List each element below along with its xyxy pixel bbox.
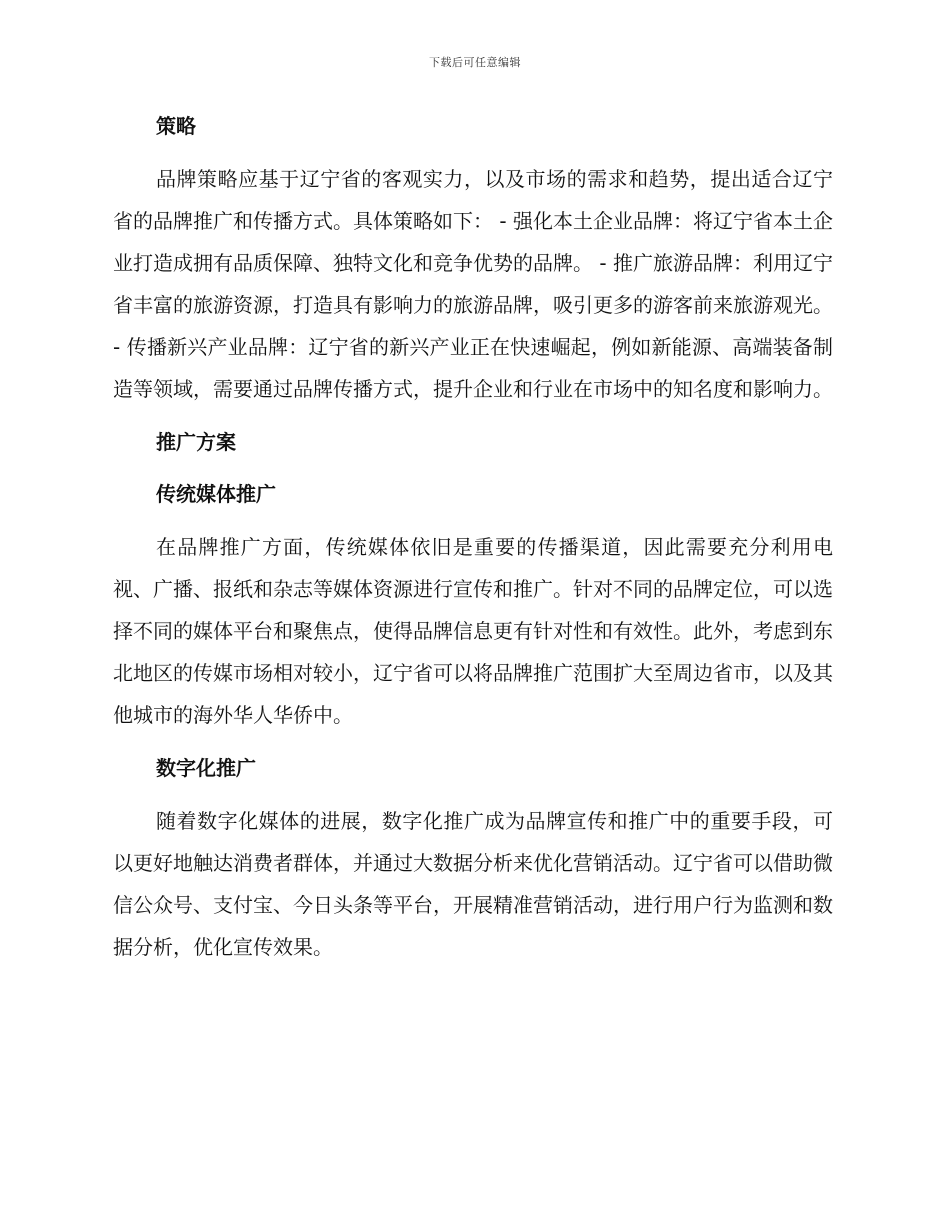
section-heading-digital-promotion: 数字化推广 — [156, 756, 256, 780]
section-heading-strategy: 策略 — [156, 114, 196, 138]
section-heading-traditional-media: 传统媒体推广 — [156, 482, 276, 506]
section-heading-promotion-plan: 推广方案 — [156, 430, 236, 454]
section-paragraph-digital-promotion: 随着数字化媒体的进展，数字化推广成为品牌宣传和推广中的重要手段，可以更好地触达消费者群体，并通过大数据分析来优化营销活动。辽宁省可以借助微信公众号、支付宝、今日头条等平台，开展精准营销活动，进行用户行为监测和数据分析，优化宣传效果。 — [113, 809, 833, 959]
section-paragraph-traditional-media: 在品牌推广方面，传统媒体依旧是重要的传播渠道，因此需要充分利用电视、广播、报纸和杂志等媒体资源进行宣传和推广。针对不同的品牌定位，可以选择不同的媒体平台和聚焦点，使得品牌信息更有针对性和有效性。此外，考虑到东北地区的传媒市场相对较小，辽宁省可以将品牌推广范围扩大至周边省市，以及其他城市的海外华人华侨中。 — [113, 535, 833, 727]
page-header-note: 下载后可任意编辑 — [429, 56, 521, 69]
document-body — [113, 106, 833, 980]
section-paragraph-strategy: 品牌策略应基于辽宁省的客观实力，以及市场的需求和趋势，提出适合辽宁省的品牌推广和传播方式。具体策略如下： - 强化本土企业品牌：将辽宁省本土企业打造成拥有品质保障、独特文化和竞争优势的品牌。 - 推广旅游品牌：利用辽宁省丰富的旅游资源，打造具有影响力的旅游品牌，吸引更多的游客前来旅游观光。 - 传播新兴产业品牌：辽宁省的新兴产业正在快速崛起，例如新能源、高端装备制造等领域，需要通过品牌传播方式，提升企业和行业在市场中的知名度和影响力。 — [113, 167, 833, 401]
